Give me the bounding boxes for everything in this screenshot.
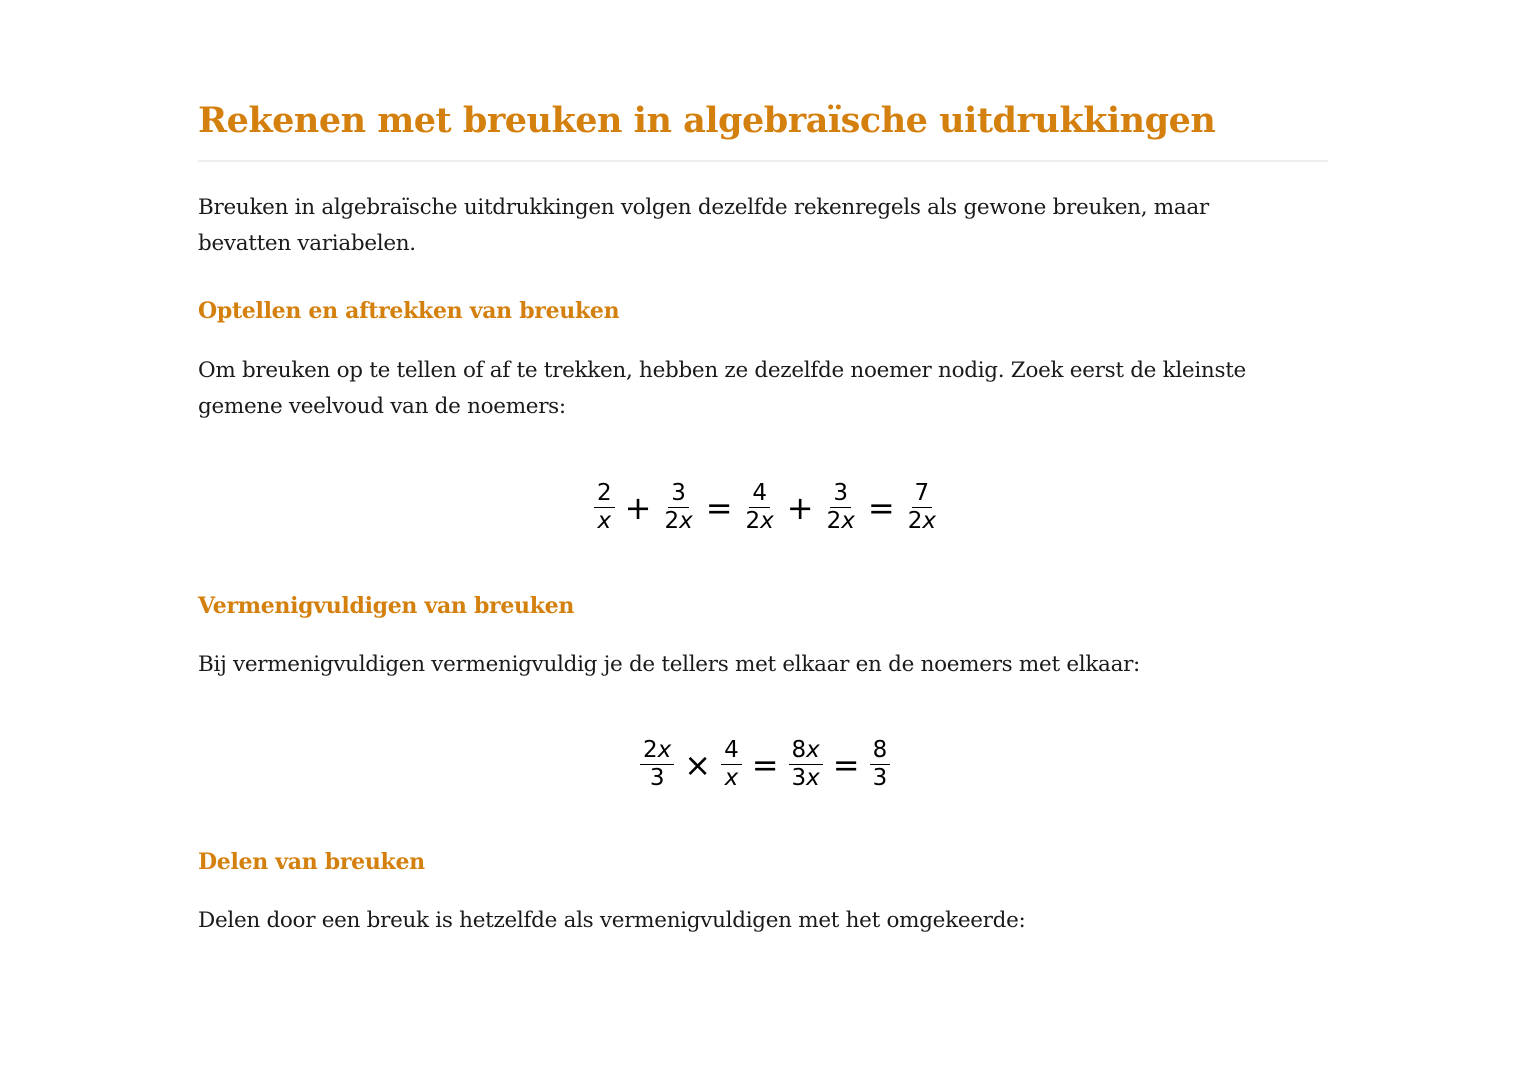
- numerator: 2: [594, 480, 615, 508]
- times-sign: ×: [684, 745, 712, 784]
- section-text-addition: Om breuken op te tellen of af te trekken, hebben ze dezelfde noemer nodig. Zoek eerst de kleinste gemene veelvoud van de noemers:: [198, 358, 1246, 419]
- numerator: 3: [830, 480, 851, 508]
- numerator: 4: [721, 737, 742, 765]
- section-text-multiplication: Bij vermenigvuldigen vermenigvuldig je de tellers met elkaar en de noemers met elkaar:: [198, 652, 1141, 677]
- denominator: 2x: [907, 508, 936, 534]
- fraction: [661, 480, 695, 535]
- numerator: 3: [668, 480, 689, 508]
- denominator: 2x: [745, 508, 774, 534]
- denominator: x: [597, 508, 612, 534]
- numerator: 7: [912, 480, 933, 508]
- fraction: [594, 480, 615, 535]
- section-heading-addition: Optellen en aftrekken van breuken: [198, 298, 620, 324]
- denominator: 3: [872, 765, 888, 791]
- fraction: [789, 737, 823, 792]
- denominator: 3x: [791, 765, 820, 791]
- numerator: 2x: [640, 737, 674, 765]
- equals-sign: =: [832, 745, 860, 784]
- fraction: [743, 480, 777, 535]
- fraction: [721, 737, 742, 792]
- numerator: 4: [749, 480, 770, 508]
- denominator: x: [724, 765, 739, 791]
- page-title: Rekenen met breuken in algebraïsche uitdrukkingen: [198, 100, 1216, 141]
- fraction: [824, 480, 858, 535]
- formula-addition: [590, 480, 943, 535]
- section-text-division: Delen door een breuk is hetzelfde als vermenigvuldigen met het omgekeerde:: [198, 908, 1026, 933]
- equals-sign: =: [751, 745, 779, 784]
- numerator: 8x: [789, 737, 823, 765]
- section-heading-division: Delen van breuken: [198, 849, 425, 875]
- plus-sign: +: [786, 488, 814, 527]
- numerator: 8: [870, 737, 891, 765]
- intro-paragraph: Breuken in algebraïsche uitdrukkingen volgen dezelfde rekenregels als gewone breuken, maar bevatten variabelen.: [198, 195, 1209, 256]
- fraction: [640, 737, 674, 792]
- fraction: [870, 737, 891, 792]
- fraction: [905, 480, 939, 535]
- denominator: 2x: [826, 508, 855, 534]
- section-heading-multiplication: Vermenigvuldigen van breuken: [198, 593, 575, 619]
- plus-sign: +: [624, 488, 652, 527]
- denominator: 2x: [664, 508, 693, 534]
- formula-multiplication: [636, 737, 894, 792]
- denominator: 3: [649, 765, 665, 791]
- equals-sign: =: [705, 488, 733, 527]
- title-divider: [198, 160, 1328, 162]
- equals-sign: =: [867, 488, 895, 527]
